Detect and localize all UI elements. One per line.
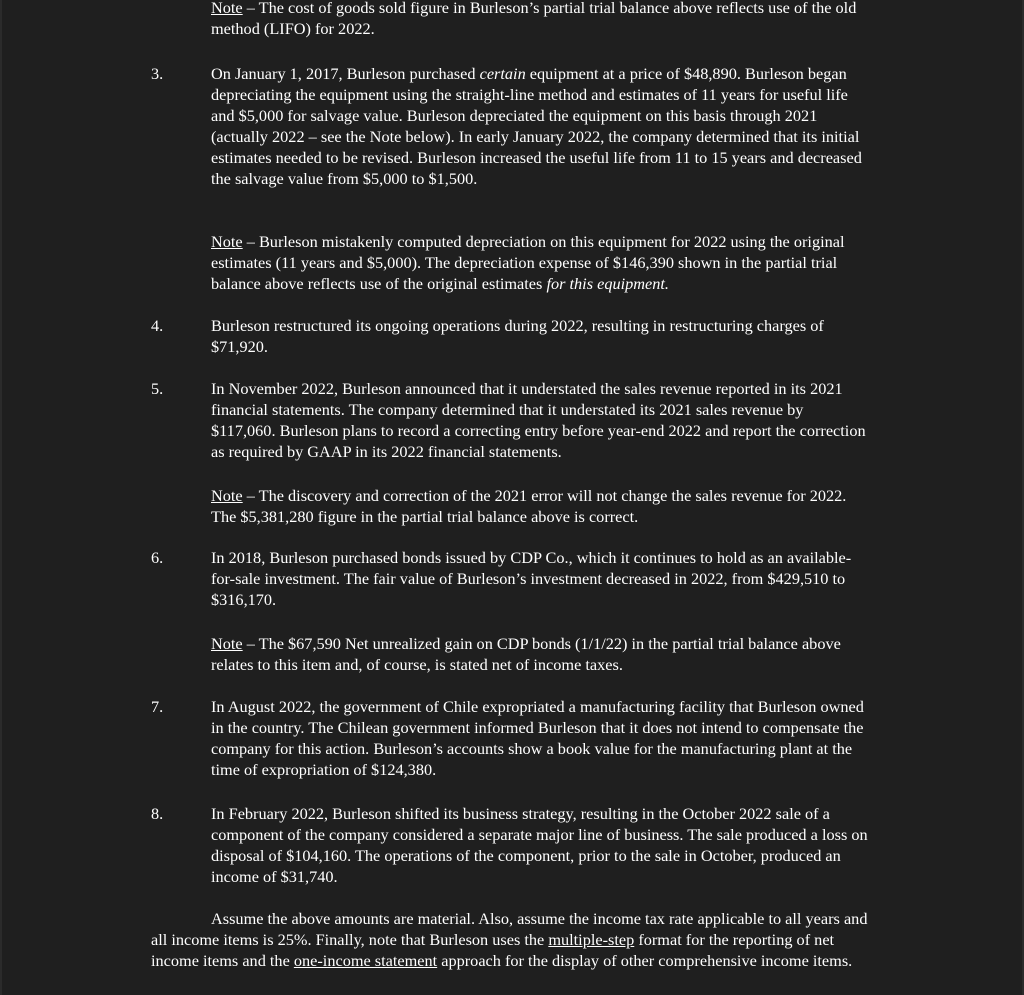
item-3-text [211,63,871,189]
item-number: 4. [151,316,164,335]
note-text: – The $67,590 Net unrealized gain on CDP bonds (1/1/22) in the partial trial balance above relates to this item and, of course, is stated net of income taxes. [211,634,841,674]
note-text: – The discovery and correction of the 2021 error will not change the sales revenue for 2022. The $5,381,280 figure in the partial trial balance above is correct. [211,486,847,526]
item-number: 7. [151,697,164,716]
note-text: – Burleson mistakenly computed depreciation on this equipment for 2022 using the original estimates (11 years and $5,000). The depreciation expense of $146,390 shown in the partial trial balance above reflects use of the original estimates [211,232,845,293]
text-run: format for the reporting of net income items and the [151,930,835,970]
item-4-text: Burleson restructured its ongoing operations during 2022, resulting in restructuring charges of $71,920. [211,316,824,356]
text-run: On January 1, 2017, Burleson purchased [211,64,480,83]
item-number: 5. [151,379,164,398]
text-run: Assume the above amounts are material. Also, assume the income tax rate applicable to all years and all income items is 25%. Finally, note that Burleson uses the [151,909,868,949]
item-6-note [211,633,871,675]
left-edge [0,0,2,995]
note-label: Note [211,634,243,653]
item-number: 8. [151,804,164,823]
note-label: Note [211,486,243,505]
item-6-text: In 2018, Burleson purchased bonds issued by CDP Co., which it continues to hold as an available-for-sale investment. The fair value of Burleson’s investment decreased in 2022, from $429,510 to $316,170. [211,548,852,609]
item-5-note [211,485,871,527]
note-label: Note [211,0,243,17]
note-text: – The cost of goods sold figure in Burleson’s partial trial balance above reflects use of the old method (LIFO) for 2022. [211,0,857,38]
item-number: 6. [151,548,164,567]
text-run: approach for the display of other comprehensive income items. [437,951,853,970]
item-8-text: In February 2022, Burleson shifted its business strategy, resulting in the October 2022 sale of a component of the company considered a separate major line of business. The sale produced a loss on disposal of $104,160. The operations of the component, prior to the sale in October, produced an income of $31,740. [211,804,868,886]
item-3-note [211,231,871,294]
text-run: equipment at a price of $48,890. Burleson began depreciating the equipment using the straight-line method and estimates of 11 years for useful life and $5,000 for salvage value. Burleson depreciated the equipment on this basis through 2021 (actually 2022 – see the Note below). In early January 2022, the company determined that its initial estimates needed to be revised. Burleson increased the useful life from 11 to 15 years and decreased the salvage value from $5,000 to $1,500. [211,64,862,188]
one-income-statement-term: one-income statement [293,951,438,970]
note-label: Note [211,232,243,251]
item-7-text: In August 2022, the government of Chile expropriated a manufacturing facility that Burleson owned in the country. The Chilean government informed Burleson that it does not intend to compensate the company for this action. Burleson’s accounts show a book value for the manufacturing plant at the time of expropriation of $124,380. [211,697,864,779]
emphasis-text: certain [479,64,526,83]
item-number: 3. [151,64,164,83]
multiple-step-term: multiple-step [548,930,635,949]
top-note [211,0,871,39]
emphasis-text: for this equipment. [546,274,669,293]
item-5-text: In November 2022, Burleson announced that it understated the sales revenue reported in its 2021 financial statements. The company determined that it understated its 2021 sales revenue by $117,060. Burleson plans to record a correcting entry before year-end 2022 and report the correction as required by GAAP in its 2022 financial statements. [211,379,866,461]
closing-paragraph [151,908,871,971]
